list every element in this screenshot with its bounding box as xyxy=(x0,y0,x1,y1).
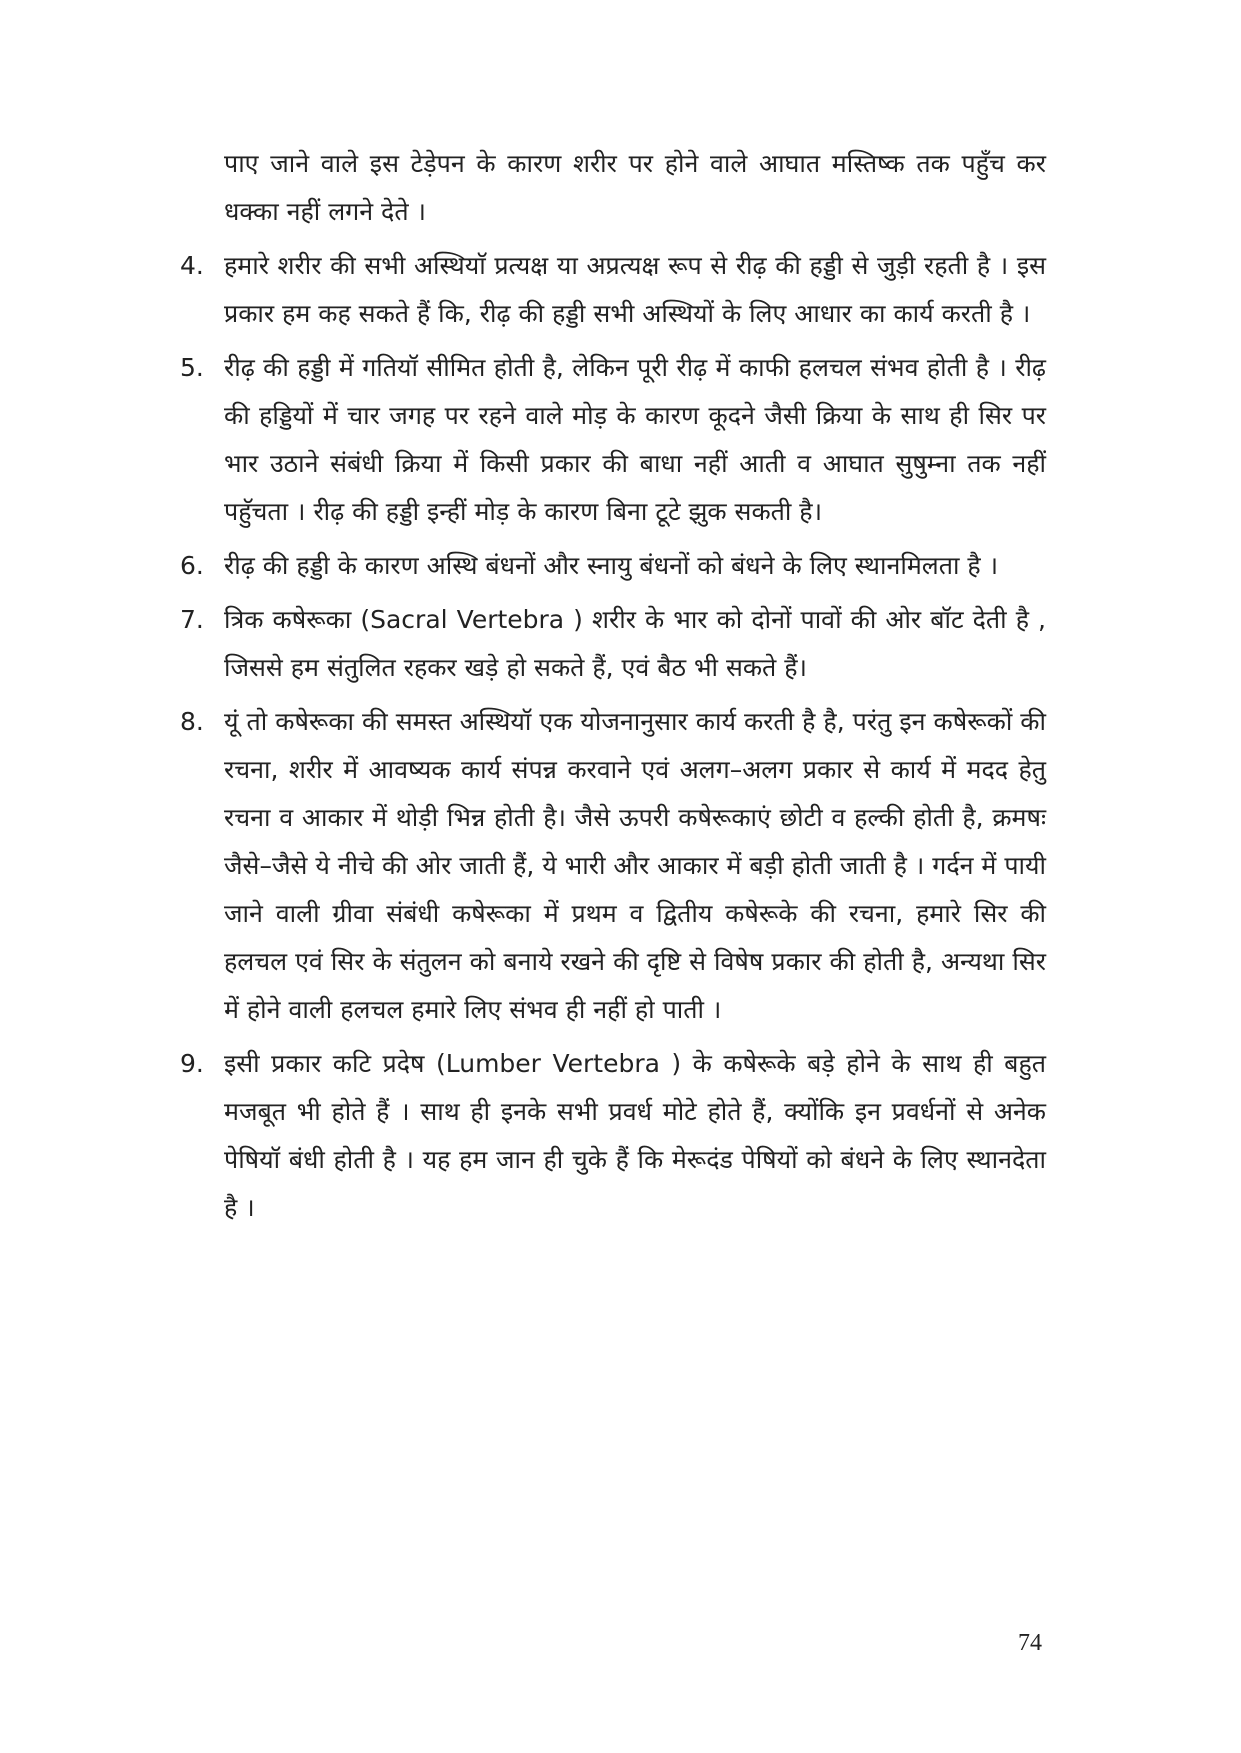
list-item-7 xyxy=(180,596,1046,692)
body-text xyxy=(180,140,1046,1238)
list-item-6 xyxy=(180,542,1046,590)
list-item-5 xyxy=(180,344,1046,536)
list-item-text: रीढ़ की हड्डी में गतियॉ सीमित होती है, लेकिन पूरी रीढ़ में काफी हलचल संभव होती है । रीढ़ की हड्डियों में चार जगह पर रहने वाले मोड़ के कारण कूदने जैसी क्रिया के साथ ही सिर पर भार उठाने संबंधी क्रिया में किसी प्रकार की बाधा नहीं आती व आघात सुषुम्ना तक नहीं पहुॅचता । रीढ़ की हड्डी इन्हीं मोड़ के कारण बिना टूटे झुक सकती है। xyxy=(224,353,1046,526)
list-item-text: त्रिक कषेरूका (Sacral Vertebra ) शरीर के भार को दोनों पावों की ओर बॉट देती है , जिससे हम संतुलित रहकर खड़े हो सकते हैं, एवं बैठ भी सकते हैं। xyxy=(224,605,1046,682)
list-number: 7. xyxy=(180,605,204,634)
list-number: 6. xyxy=(180,551,204,580)
continuation-paragraph: पाए जाने वाले इस टेड़ेपन के कारण शरीर पर होने वाले आघात मस्तिष्क तक पहुँच कर धक्का नहीं लगने देते । xyxy=(224,149,1046,226)
list-item-8 xyxy=(180,698,1046,1034)
list-item-text: इसी प्रकार कटि प्रदेष (Lumber Vertebra ) के कषेरूके बड़े होने के साथ ही बहुत मजबूत भी होते हैं । साथ ही इनके सभी प्रवर्ध मोटे होते हैं, क्योंकि इन प्रवर्धनों से अनेक पेषियॉ बंधी होती है । यह हम जान ही चुके हैं कि मेरूदंड पेषियों को बंधने के लिए स्थानदेता है । xyxy=(224,1049,1046,1222)
list-number: 5. xyxy=(180,353,204,382)
list-number: 4. xyxy=(180,251,204,280)
list-number: 9. xyxy=(180,1049,204,1078)
list-item-4 xyxy=(180,242,1046,338)
list-item-text: रीढ़ की हड्डी के कारण अस्थि बंधनों और स्नायु बंधनों को बंधने के लिए स्थानमिलता है । xyxy=(224,551,999,580)
list-item-text: हमारे शरीर की सभी अस्थियाॅ प्रत्यक्ष या अप्रत्यक्ष रूप से रीढ़ की हड्डी से जुड़ी रहती है । इस प्रकार हम कह सकते हैं कि, रीढ़ की हड्डी सभी अस्थियों के लिए आधार का कार्य करती है । xyxy=(224,251,1046,328)
list-number: 8. xyxy=(180,707,204,736)
page-number: 74 xyxy=(1018,1630,1042,1656)
list-item-text: यूं तो कषेरूका की समस्त अस्थियॉ एक योजनानुसार कार्य करती है है, परंतु इन कषेरूकों की रचना, शरीर में आवष्यक कार्य संपन्न करवाने एवं अलग–अलग प्रकार से कार्य में मदद हेतु रचना व आकार में थोड़ी भिन्न होती है। जैसे ऊपरी कषेरूकाएं छोटी व हल्की होती है, क्रमषः जैसे–जैसे ये नीचे की ओर जाती हैं, ये भारी और आकार में बड़ी होती जाती है । गर्दन में पायी जाने वाली ग्रीवा संबंधी कषेरूका में प्रथम व द्वितीय कषेरूके की रचना, हमारे सिर की हलचल एवं सिर के संतुलन को बनाये रखने की दृष्टि से विषेष प्रकार की होती है, अन्यथा सिर में होने वाली हलचल हमारे लिए संभव ही नहीं हो पाती । xyxy=(224,707,1046,1024)
list-item-9 xyxy=(180,1040,1046,1232)
